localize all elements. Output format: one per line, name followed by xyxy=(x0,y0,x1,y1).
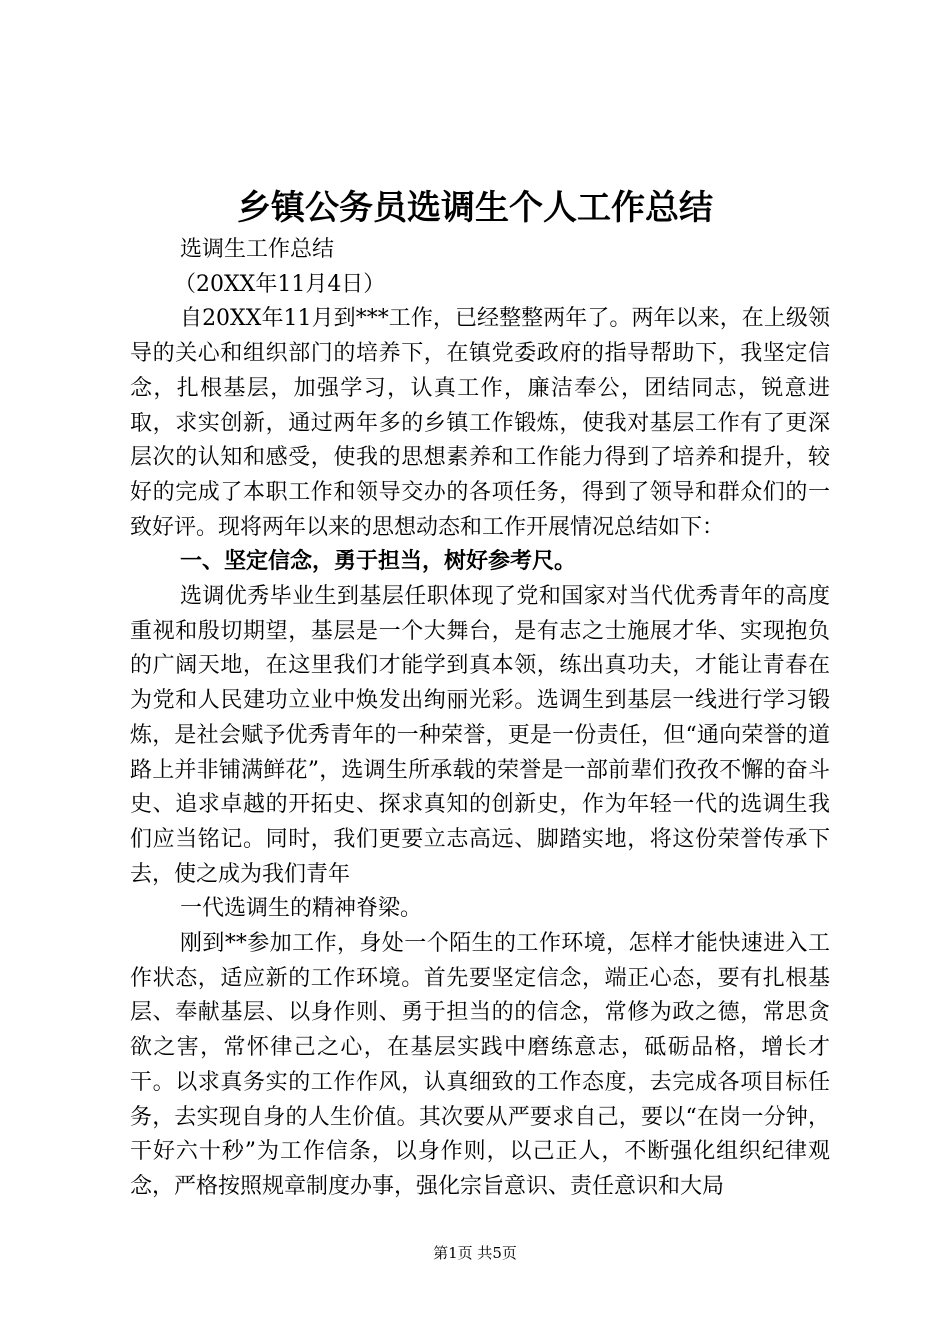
paragraph-1: 自20XX年11月到***工作，已经整整两年了。两年以来，在上级领导的关心和组织部门的培养下，在镇党委政府的指导帮助下，我坚定信念，扎根基层，加强学习，认真工作，廉洁奉公，团结同志，锐意进取，求实创新，通过两年多的乡镇工作锻炼，使我对基层工作有了更深层次的认知和感受，使我的思想素养和工作能力得到了培养和提升，较好的完成了本职工作和领导交办的各项任务，得到了领导和群众们的一致好评。现将两年以来的思想动态和工作开展情况总结如下： xyxy=(130,306,830,540)
date-line: （20XX年11月4日） xyxy=(174,271,386,297)
document-title: 乡镇公务员选调生个人工作总结 xyxy=(237,188,713,228)
subtitle-line: 选调生工作总结 xyxy=(180,237,335,262)
paragraph-2: 选调优秀毕业生到基层任职体现了党和国家对当代优秀青年的高度重视和殷切期望，基层是一个大舞台，是有志之士施展才华、实现抱负的广阔天地，在这里我们才能学到真本领，练出真功夫，才能让青春在为党和人民建功立业中焕发出绚丽光彩。选调生到基层一线进行学习锻炼，是社会赋予优秀青年的一种荣誉，更是一份责任，但“通向荣誉的道路上并非铺满鲜花”，选调生所承载的荣誉是一部前辈们孜孜不懈的奋斗史、追求卓越的开拓史、探求真知的创新史，作为年轻一代的选调生我们应当铭记。同时，我们更要立志高远、脚踏实地，将这份荣誉传承下去，使之成为我们青年 xyxy=(130,584,830,887)
section-heading-1: 一、坚定信念，勇于担当，树好参考尺。 xyxy=(180,549,577,575)
paragraph-4: 刚到**参加工作，身处一个陌生的工作环境，怎样才能快速进入工作状态，适应新的工作环境。首先要坚定信念，端正心态，要有扎根基层、奉献基层、以身作则、勇于担当的的信念，常修为政之德，常思贪欲之害，常怀律己之心，在基层实践中磨练意志，砥砺品格，增长才干。以求真务实的工作作风，认真细致的工作态度，去完成各项目标任务，去实现自身的人生价值。其次要从严要求自己，要以“在岗一分钟，干好六十秒”为工作信条，以身作则，以己正人，不断强化组织纪律观念，严格按照规章制度办事，强化宗旨意识、责任意识和大局 xyxy=(130,931,830,1199)
document-body xyxy=(130,233,830,1205)
page-footer: 第1页 共5页 xyxy=(433,1244,517,1262)
paragraph-3: 一代选调生的精神脊梁。 xyxy=(180,896,423,922)
